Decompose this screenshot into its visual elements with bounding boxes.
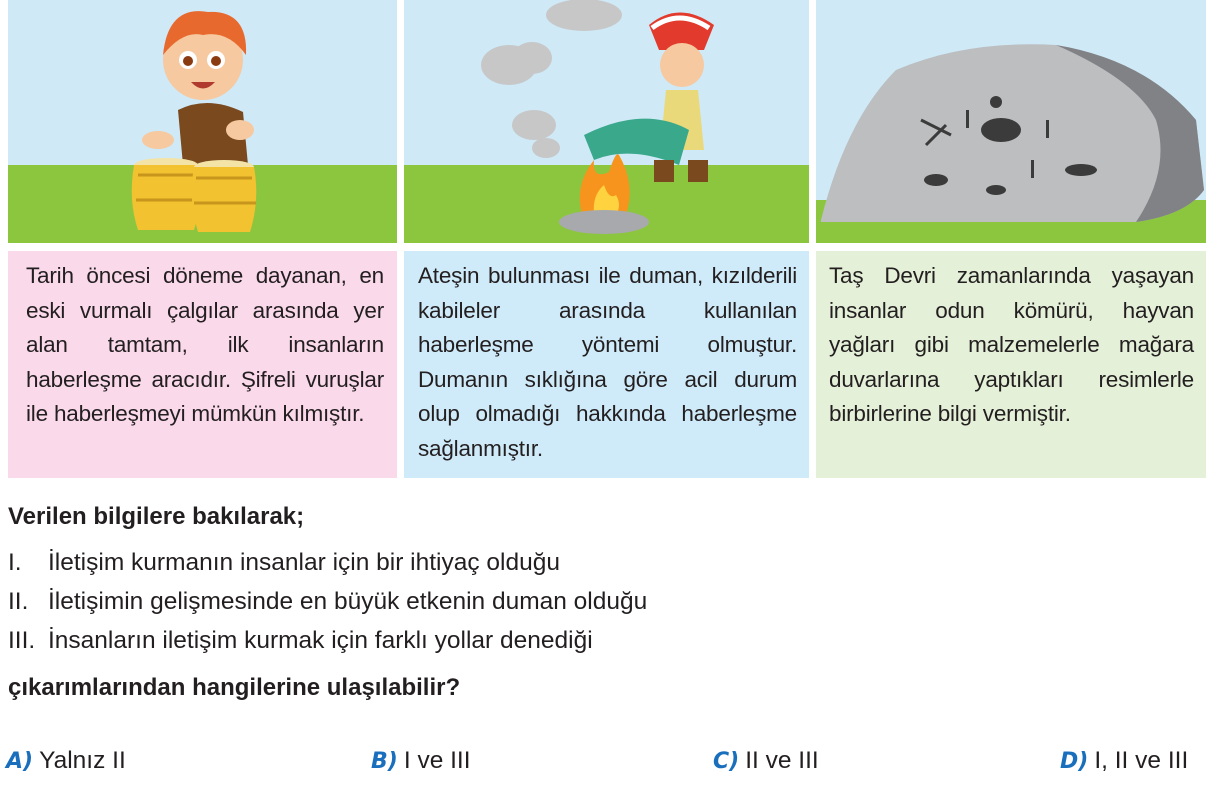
statement-number: III. — [8, 627, 36, 654]
option-text: Yalnız II — [39, 747, 126, 774]
option-a[interactable] — [6, 747, 126, 775]
panel-text: Taş Devri zamanlarında yaşayan insanlar odun kömürü, hayvan yağları gibi malzemelerle mağara duvarlarına yaptıkları resimlerle birbirlerine bilgi vermiştir. — [816, 251, 1206, 478]
option-letter: C) — [713, 749, 740, 774]
option-letter: D) — [1060, 749, 1089, 774]
smoke-illustration — [404, 0, 809, 243]
statement-text: İnsanların iletişim kurmak için farklı yollar denediği — [48, 627, 593, 654]
boy-drums-image — [8, 0, 397, 243]
statement-2 — [8, 588, 647, 616]
panel-tamtam — [8, 0, 397, 478]
tamtam-illustration — [8, 0, 397, 243]
smoke-signal-image — [404, 0, 809, 243]
statement-number: II. — [8, 588, 29, 615]
statement-text: İletişimin gelişmesinde en büyük etkenin duman olduğu — [48, 588, 648, 615]
question-lead: Verilen bilgilere bakılarak; — [8, 503, 305, 530]
panel-text: Tarih öncesi döneme dayanan, en eski vurmalı çalgılar arasında yer alan tamtam, ilk insanların haberleşme aracıdır. Şifreli vuruşlar ile haberleşmeyi mümkün kılmıştır. — [8, 251, 397, 478]
statement-1 — [8, 549, 560, 577]
option-c[interactable] — [713, 747, 819, 775]
option-letter: B) — [371, 749, 398, 774]
panel-smoke — [404, 0, 809, 478]
option-b[interactable] — [371, 747, 471, 775]
statement-3 — [8, 627, 593, 655]
statement-number: I. — [8, 549, 22, 576]
option-text: I, II ve III — [1094, 747, 1189, 774]
info-panels — [8, 0, 1206, 478]
cave-illustration — [816, 0, 1206, 243]
option-d[interactable] — [1060, 747, 1188, 775]
option-text: I ve III — [403, 747, 471, 774]
option-text: II ve III — [745, 747, 819, 774]
statement-text: İletişim kurmanın insanlar için bir ihtiyaç olduğu — [48, 549, 560, 576]
panel-cave — [816, 0, 1206, 478]
question-tail: çıkarımlarından hangilerine ulaşılabilir? — [8, 674, 461, 701]
option-letter: A) — [6, 749, 34, 774]
cave-rock-image — [816, 0, 1206, 243]
panel-text: Ateşin bulunması ile duman, kızılderili kabileler arasında kullanılan haberleşme yöntemi olmuştur. Dumanın sıklığına göre acil durum olup olmadığı hakkında haberleşme sağlanmıştır. — [404, 251, 809, 478]
